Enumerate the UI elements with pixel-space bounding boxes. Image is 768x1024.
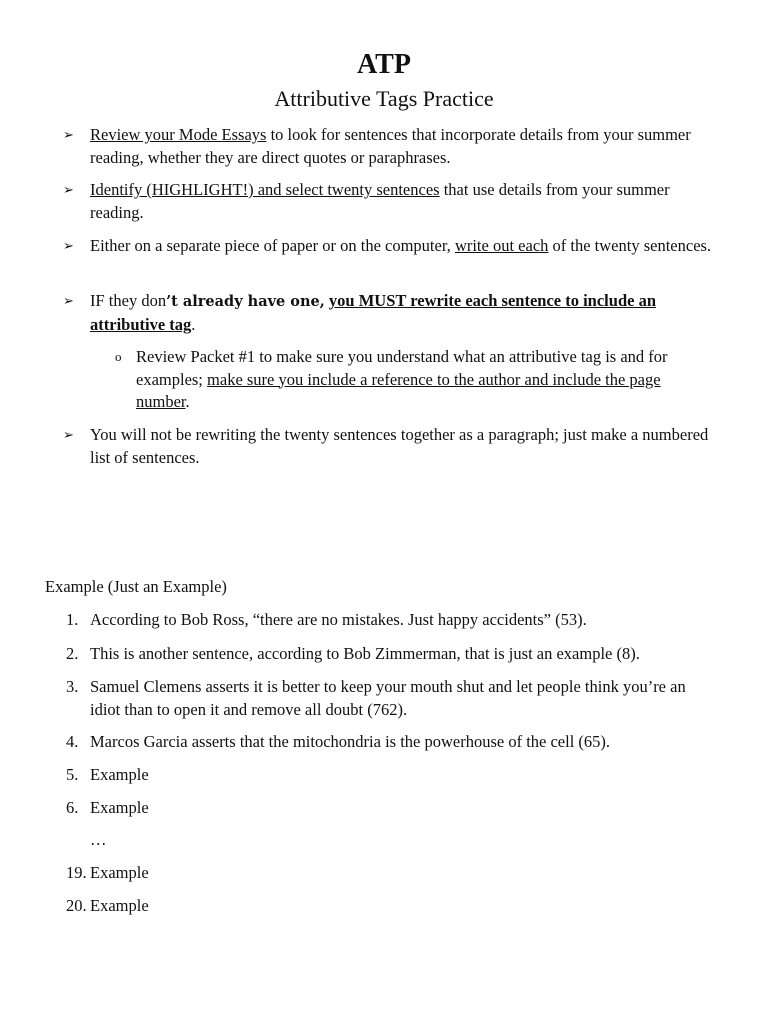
instruction-underlined: Review your Mode Essays: [90, 125, 267, 144]
arrow-bullet-icon: ➢: [63, 182, 74, 197]
list-item-text: Marcos Garcia asserts that the mitochondria is the powerhouse of the cell (65).: [90, 732, 611, 751]
circle-bullet-icon: o: [115, 349, 122, 364]
example-list-item: [66, 764, 720, 787]
list-number: 20.: [66, 896, 87, 915]
list-number: 4.: [66, 732, 79, 751]
instruction-text: .: [191, 314, 196, 334]
arrow-bullet-icon: ➢: [63, 427, 74, 442]
example-list-item: [66, 895, 720, 918]
instruction-bullet-5: [63, 424, 720, 469]
list-item-text: Samuel Clemens asserts it is better to keep your mouth shut and let people think you’re an idiot than to open it and remove all doubt (762).: [90, 677, 686, 719]
list-item-text: According to Bob Ross, “there are no mistakes. Just happy accidents” (53).: [90, 610, 587, 629]
example-list-item: [66, 862, 720, 885]
instruction-underlined: make sure you include a reference to the author and include the page number: [136, 369, 661, 411]
list-item-text: Example: [90, 765, 149, 784]
instruction-text: to look for sentences that incorporate details from your summer reading, whether they are direct quotes or paraphrases.: [90, 125, 691, 167]
list-number: 5.: [66, 765, 79, 784]
list-number: 2.: [66, 644, 79, 663]
instruction-text: IF they don: [90, 291, 167, 310]
example-list-item: [66, 643, 720, 666]
arrow-bullet-icon: ➢: [63, 293, 74, 308]
instruction-underlined-bold: you MUST rewrite each sentence to include an attributive tag: [90, 291, 656, 334]
list-number: 6.: [66, 798, 79, 817]
list-ellipsis: …: [90, 830, 107, 849]
example-list-item: [66, 797, 720, 820]
list-item-text: Example: [90, 798, 149, 817]
instruction-bullet-4: [63, 290, 720, 336]
instruction-bullet-2: [63, 179, 720, 224]
list-item-text: Example: [90, 863, 149, 882]
instruction-text: Review Packet #1 to make sure you understand what an attributive tag is and for examples;: [136, 347, 668, 389]
list-number: 19.: [66, 863, 87, 882]
instruction-bullet-1: [63, 124, 720, 169]
list-number: 1.: [66, 610, 79, 629]
example-list-item: [66, 676, 720, 721]
instruction-text: You will not be rewriting the twenty sentences together as a paragraph; just make a numbered list of sentences.: [90, 425, 709, 467]
instruction-text: Either on a separate piece of paper or on the computer,: [90, 236, 455, 255]
list-number: 3.: [66, 677, 79, 696]
document-subtitle: Attributive Tags Practice: [274, 86, 494, 111]
instruction-text: of the twenty sentences.: [548, 236, 712, 255]
instruction-bullet-3: [63, 235, 720, 258]
example-list-item: [66, 731, 720, 754]
example-heading: Example (Just an Example): [45, 577, 227, 596]
arrow-bullet-icon: ➢: [63, 127, 74, 142]
instruction-underlined: write out each: [454, 236, 549, 255]
list-item-text: Example: [90, 896, 149, 915]
instruction-text: .: [185, 392, 190, 411]
example-list-item: [66, 609, 720, 632]
instruction-text: that use details from your summer reading.: [90, 180, 670, 222]
instruction-underlined: Identify (HIGHLIGHT!) and select twenty sentences: [90, 180, 440, 199]
arrow-bullet-icon: ➢: [63, 238, 74, 253]
instruction-emphasis: ’t already have one,: [166, 293, 325, 310]
instruction-sub-bullet: [115, 346, 711, 414]
list-item-text: This is another sentence, according to Bob Zimmerman, that is just an example (8).: [90, 644, 640, 663]
document-title: ATP: [357, 49, 411, 80]
